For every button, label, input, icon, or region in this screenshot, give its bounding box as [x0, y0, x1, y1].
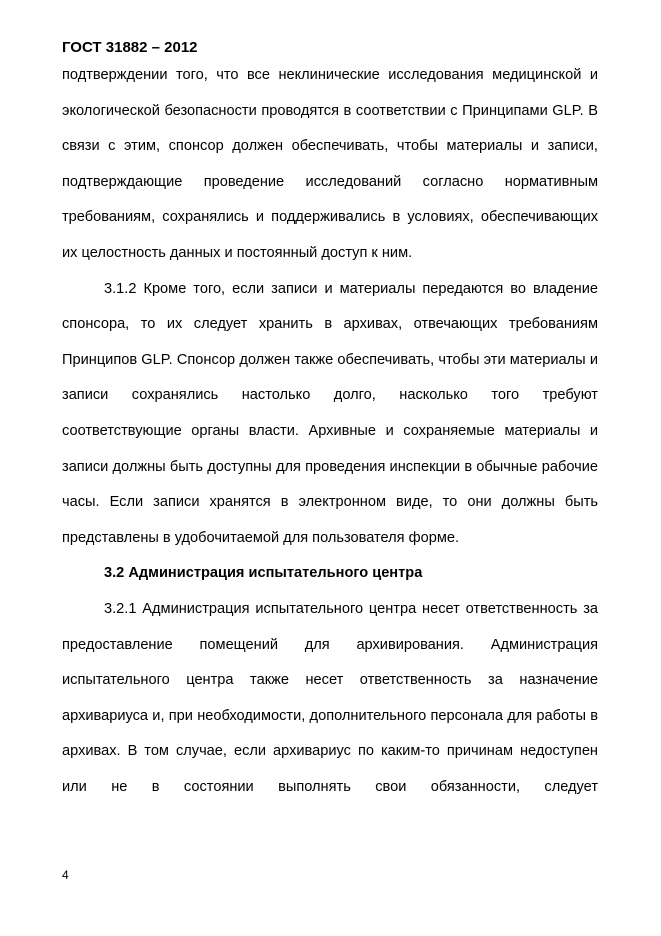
document-body [62, 58, 598, 805]
paragraph-3-1-2: 3.1.2 Кроме того, если записи и материалы передаются во владение спонсора, то их следует хранить в архивах, отвечающих требованиям Принципов GLP. Спонсор должен также обеспечивать, чтобы эти материалы и записи сохранялись настолько долго, насколько того требуют соответствующие органы власти. Архивные и сохраняемые материалы и записи должны быть доступны для проведения инспекции в обычные рабочие часы. Если записи хранятся в электронном виде, то они должны быть представлены в удобочитаемой для пользователя форме. [62, 280, 598, 546]
document-header: ГОСТ 31882 – 2012 [62, 39, 198, 56]
paragraph-3-2-1: 3.2.1 Администрация испытательного центра несет ответственность за предоставление помещений для архивирования. Администрация испытательного центра также несет ответственность за назначение архивариуса и, при необходимости, дополнительного персонала для работы в архивах. В том случае, если архивариус по каким-то причинам недоступен или не в состоянии выполнять свои обязанности, следует [62, 600, 598, 795]
page-number: 4 [62, 868, 69, 882]
section-heading-3-2: 3.2 Администрация испытательного центра [104, 565, 423, 582]
paragraph-continuation: подтверждении того, что все неклинические исследования медицинской и экологической безопасности проводятся в соответствии с Принципами GLP. В связи с этим, спонсор должен обеспечивать, чтобы материалы и записи, подтверждающие проведение исследований согласно нормативным требованиям, сохранялись и поддерживались в условиях, обеспечивающих их целостность данных и постоянный доступ к ним. [62, 67, 598, 261]
